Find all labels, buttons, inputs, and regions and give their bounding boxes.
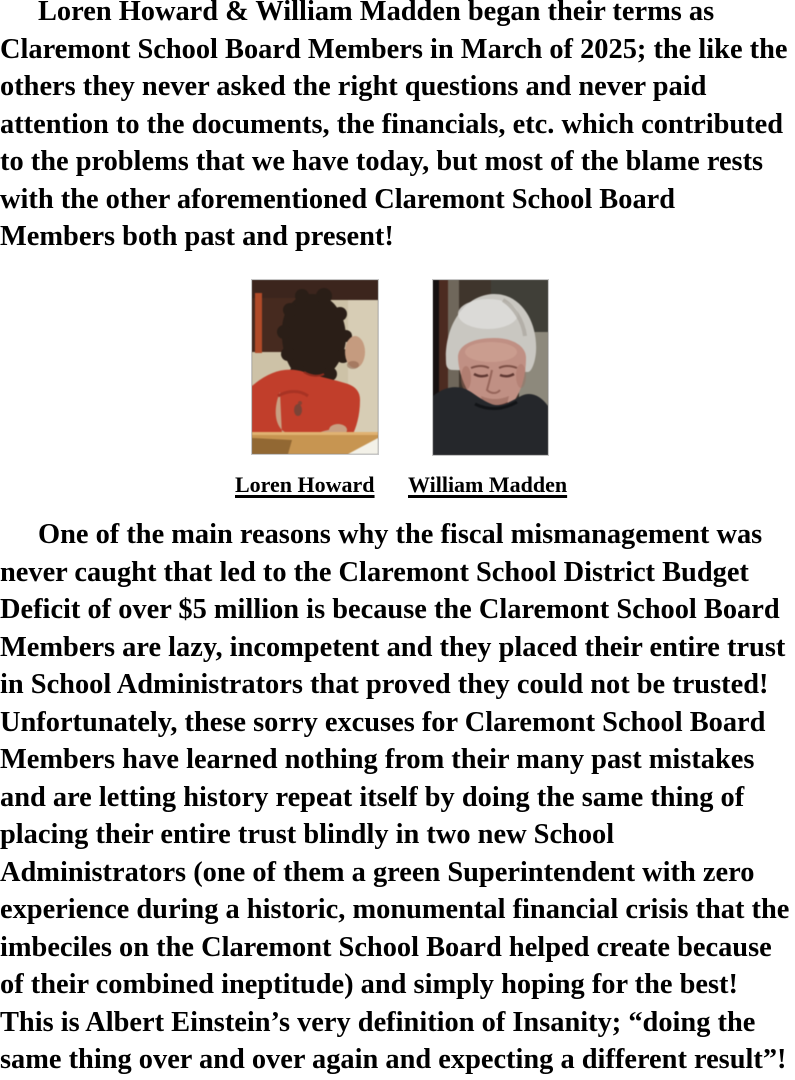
- body-line: Members both past and present!: [0, 221, 394, 252]
- paragraph-2: [0, 516, 795, 1079]
- photo-william-madden-image: [433, 280, 548, 455]
- table: [252, 432, 378, 454]
- photo-loren-howard: [252, 280, 378, 454]
- body-line: in School Administrators that proved they could not be trusted!: [0, 669, 769, 700]
- body-line: Loren Howard & William Madden began their terms as: [38, 0, 715, 27]
- caption-william-madden: William Madden: [408, 472, 568, 497]
- body-line: Claremont School Board Members in March of 2025; the like the: [0, 33, 788, 65]
- body-line: Deficit of over $5 million is because the Claremont School Board: [0, 594, 780, 625]
- photo-loren-howard-image: [252, 280, 378, 454]
- body-line: experience during a historic, monumental financial crisis that the: [0, 894, 790, 925]
- caption-loren-howard: Loren Howard: [235, 472, 375, 497]
- body-line: of their combined ineptitude) and simply hoping for the best!: [0, 969, 738, 1000]
- body-line: This is Albert Einstein’s very definition of Insanity; “doing the: [0, 1006, 756, 1038]
- body-line: imbeciles on the Claremont School Board helped create because: [0, 931, 772, 963]
- paragraph-1: [0, 0, 795, 256]
- body-line: Unfortunately, these sorry excuses for Claremont School Board: [0, 706, 766, 738]
- tattoo: [294, 404, 302, 416]
- red-stripe: [255, 293, 262, 353]
- body-line: never caught that led to the Claremont School District Budget: [0, 556, 749, 588]
- body-line: placing their entire trust blindly in two new School: [0, 819, 615, 850]
- body-line: Members have learned nothing from their many past mistakes: [0, 744, 755, 775]
- body-line: with the other aforementioned Claremont School Board: [0, 183, 676, 215]
- body-line: to the problems that we have today, but most of the blame rests: [0, 146, 764, 177]
- body-line: others they never asked the right questions and never paid: [0, 71, 707, 102]
- body-line: One of the main reasons why the fiscal mismanagement was: [38, 519, 763, 550]
- body-line: same thing over and over again and expecting a different result”!: [0, 1044, 787, 1075]
- body-line: attention to the documents, the financials, etc. which contributed: [0, 108, 784, 140]
- photo-william-madden: [433, 280, 548, 455]
- body-line: Administrators (one of them a green Superintendent with zero: [0, 856, 755, 888]
- body-line: Members are lazy, incompetent and they placed their entire trust: [0, 631, 786, 663]
- body-line: and are letting history repeat itself by doing the same thing of: [0, 781, 745, 813]
